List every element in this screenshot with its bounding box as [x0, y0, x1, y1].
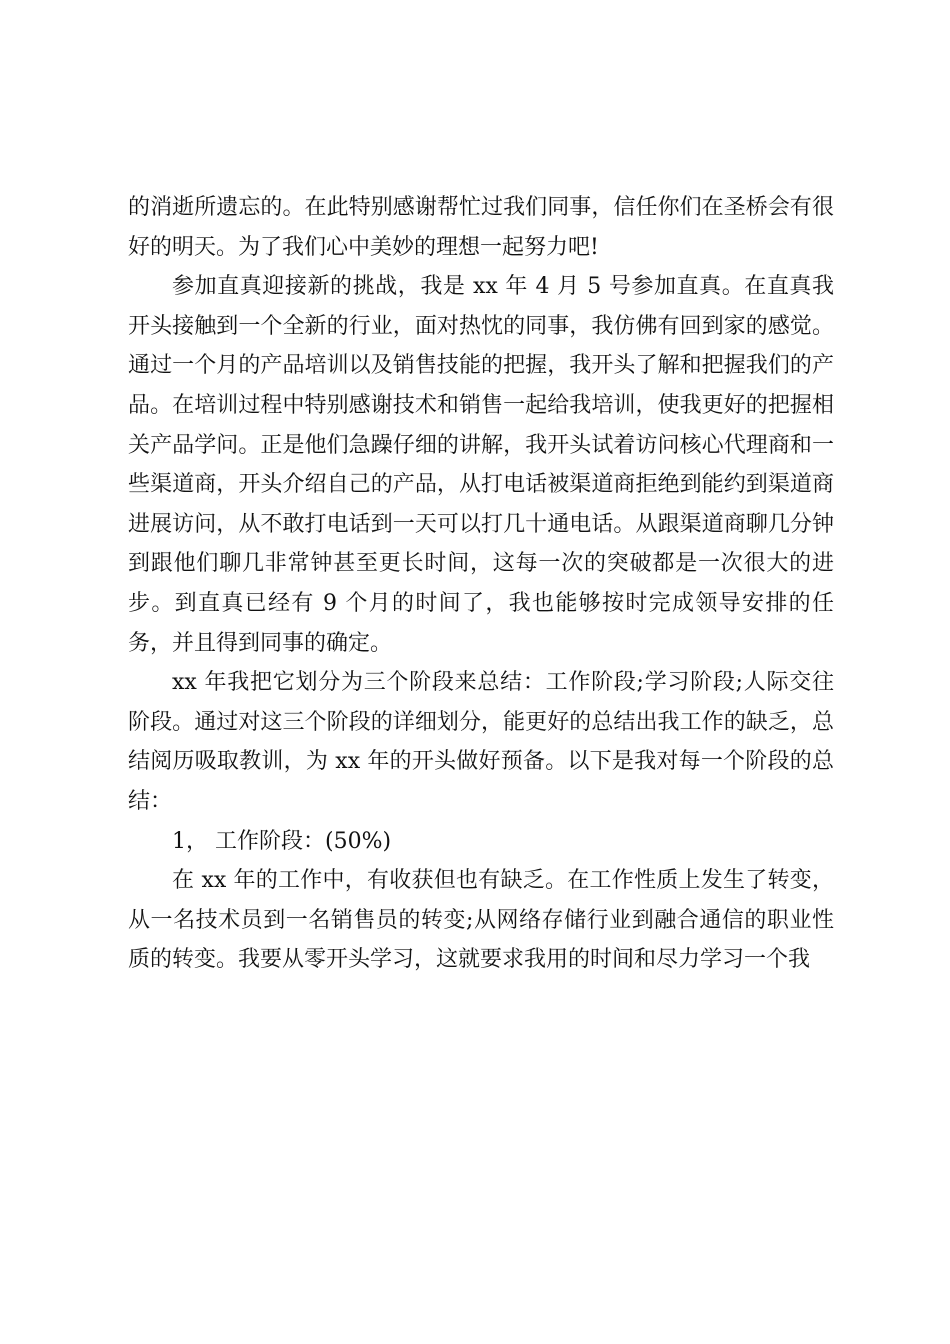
paragraph-3: xx 年我把它划分为三个阶段来总结：工作阶段;学习阶段;人际交往阶段。通过对这三个阶段的详细划分，能更好的总结出我工作的缺乏，总结阅历吸取教训，为 xx 年的开头做好预备。以下是我对每一个阶段的总结： [128, 670, 834, 814]
section-heading-work-stage: 1， 工作阶段：(50%) [172, 828, 392, 854]
paragraph-2: 参加直真迎接新的挑战，我是 xx 年 4 月 5 号参加直真。在直真我开头接触到一个全新的行业，面对热忱的同事，我仿佛有回到家的感觉。通过一个月的产品培训以及销售技能的把握，我开头了解和把握我们的产品。在培训过程中特别感谢技术和销售一起给我培训，使我更好的把握相关产品学问。正是他们急躁仔细的讲解，我开头试着访问核心代理商和一些渠道商，开头介绍自己的产品，从打电话被渠道商拒绝到能约到渠道商进展访问，从不敢打电话到一天可以打几十通电话。从跟渠道商聊几分钟到跟他们聊几非常钟甚至更长时间，这每一次的突破都是一次很大的进步。到直真已经有 9 个月的时间了，我也能够按时完成领导安排的任务，并且得到同事的确定。 [128, 274, 834, 656]
paragraph-1: 的消逝所遗忘的。在此特别感谢帮忙过我们同事，信任你们在圣桥会有很好的明天。为了我们心中美妙的理想一起努力吧! [128, 195, 834, 260]
document-body [128, 188, 834, 980]
paragraph-5: 在 xx 年的工作中，有收获但也有缺乏。在工作性质上发生了转变，从一名技术员到一名销售员的转变;从网络存储行业到融合通信的职业性质的转变。我要从零开头学习，这就要求我用的时间和尽力学习一个我 [128, 868, 834, 973]
